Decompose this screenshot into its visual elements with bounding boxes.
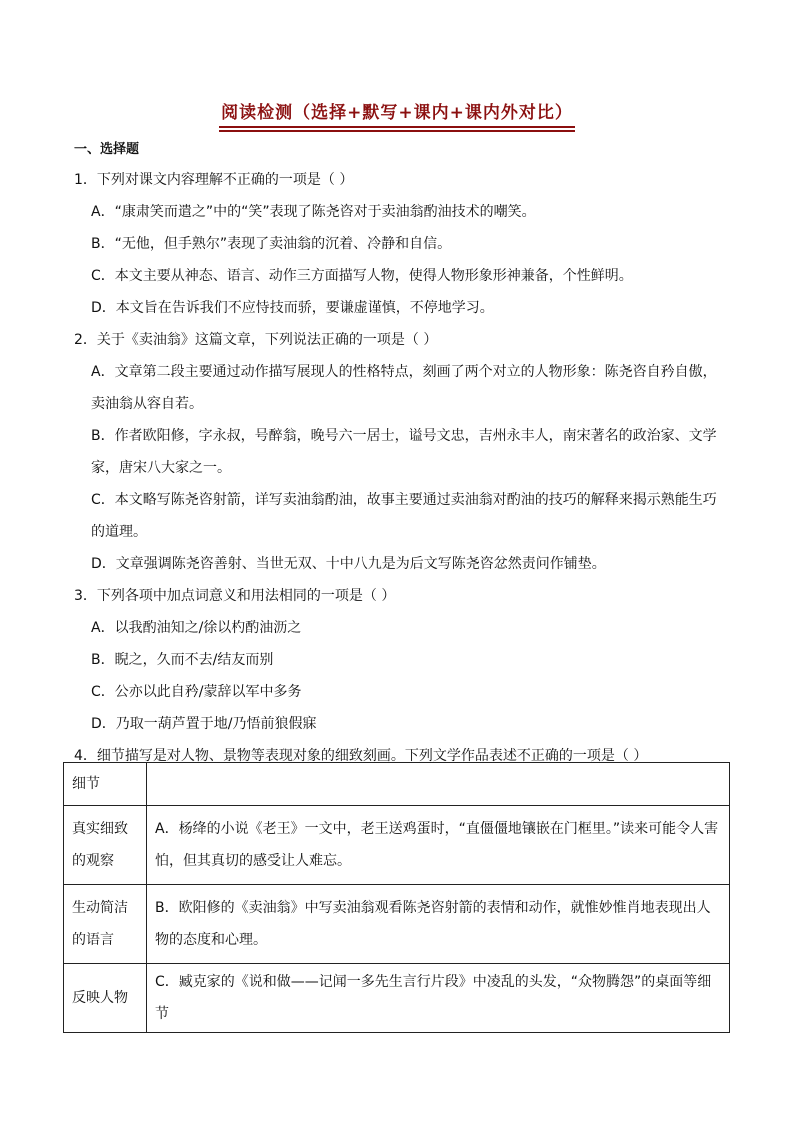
question-2-option-a: A．文章第二段主要通过动作描写展现人的性格特点，刻画了两个对立的人物形象：陈尧咨自矜自傲， [91,364,717,380]
question-2-option-d: D．文章强调陈尧咨善射、当世无双、十中八九是为后文写陈尧咨忿然责问作铺垫。 [91,556,606,572]
table-row-text: A．杨绛的小说《老王》一文中，老王送鸡蛋时，“直僵僵地镶嵌在门框里。”读来可能令人害怕，但其真切的感受让人难忘。 [147,806,730,885]
table-row-label: 真实细致的观察 [64,806,147,885]
table-row [64,806,730,885]
question-2-option-b: B．作者欧阳修，字永叔，号醉翁，晚号六一居士，谥号文忠，吉州永丰人，南宋著名的政治家、文学 [91,428,717,444]
question-1-option-c: C．本文主要从神态、语言、动作三方面描写人物，使得人物形象形神兼备，个性鲜明。 [91,268,633,284]
question-3-option-c: C．公亦以此自矜/蒙辞以军中多务 [91,684,302,700]
question-2-option-a-cont: 卖油翁从容自若。 [91,396,203,412]
table-row-label: 反映人物 [64,964,147,1033]
question-2-option-b-cont: 家，唐宋八大家之一。 [91,460,231,476]
table-row [64,885,730,964]
title-wrap [0,98,794,128]
table-row-label: 生动简洁的语言 [64,885,147,964]
question-1-stem: 1．下列对课文内容理解不正确的一项是（ ） [74,172,354,188]
section-heading: 一、选择题 [74,142,140,157]
table-header-label: 细节 [64,763,147,806]
page-title: 阅读检测（选择+默写+课内+课内外对比） [219,98,575,128]
table-row-text: C．臧克家的《说和做——记闻一多先生言行片段》中凌乱的头发，“众物腾怨”的桌面等细节 [147,964,730,1033]
question-3-stem: 3．下列各项中加点词意义和用法相同的一项是（ ） [74,588,396,604]
question-2-stem: 2．关于《卖油翁》这篇文章，下列说法正确的一项是（ ） [74,332,438,348]
question-2-option-c: C．本文略写陈尧咨射箭，详写卖油翁酌油，故事主要通过卖油翁对酌油的技巧的解释来揭示熟能生巧 [91,492,717,508]
question-3-option-a: A．以我酌油知之/徐以杓酌油沥之 [91,620,302,636]
table-row [64,964,730,1033]
question-3-option-b: B．睨之，久而不去/结友而别 [91,652,274,668]
question-1-option-b: B．“无他，但手熟尔”表现了卖油翁的沉着、冷静和自信。 [91,236,452,252]
question-content [74,142,734,772]
question-2-option-c-cont: 的道理。 [91,524,147,540]
table-header-empty [147,763,730,806]
question-1-option-d: D．本文旨在告诉我们不应恃技而骄，要谦虚谨慎，不停地学习。 [91,300,494,316]
detail-table [63,762,730,1033]
table-row-text: B．欧阳修的《卖油翁》中写卖油翁观看陈尧咨射箭的表情和动作，就惟妙惟肖地表现出人物的态度和心理。 [147,885,730,964]
question-4-stem: 4．细节描写是对人物、景物等表现对象的细致刻画。下列文学作品表述不正确的一项是（ ） [74,748,648,764]
question-3-option-d: D．乃取一葫芦置于地/乃悟前狼假寐 [91,716,317,732]
question-1-option-a: A．“康肃笑而遣之”中的“笑”表现了陈尧咨对于卖油翁酌油技术的嘲笑。 [91,204,536,220]
table-header-row [64,763,730,806]
